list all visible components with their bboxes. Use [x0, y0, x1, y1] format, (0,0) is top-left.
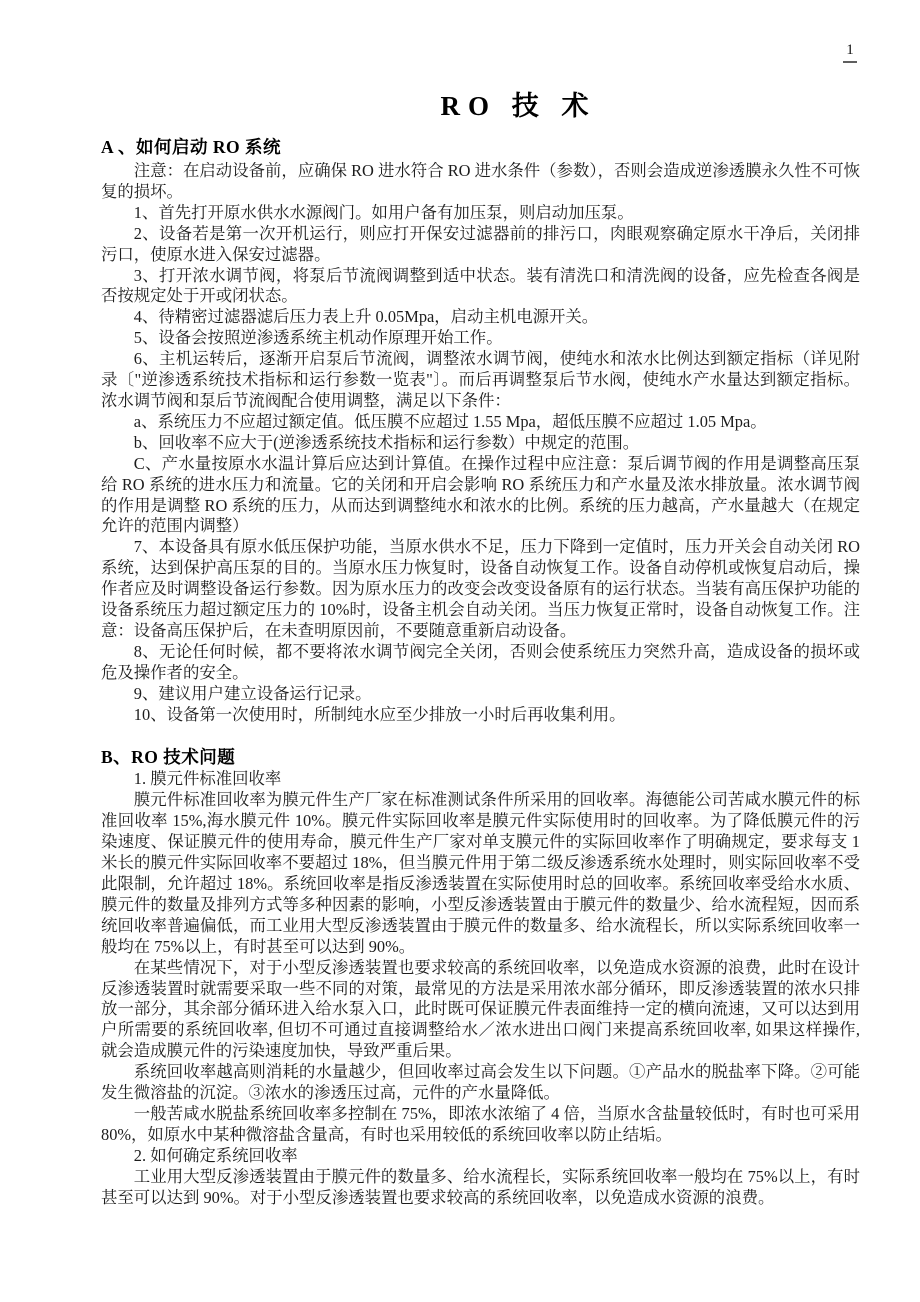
notice-paragraph: 注意：在启动设备前，应确保 RO 进水符合 RO 进水条件（参数），否则会造成逆渗透膜永久性不可恢复的损坏。	[101, 161, 860, 201]
topic-1-paragraph-2: 在某些情况下，对于小型反渗透装置也要求较高的系统回收率，以免造成水资源的浪费，此时在设计反渗透装置时就需要采取一些不同的对策，最常见的方法是采用浓水部分循环，即反渗透装置的浓水只排放一部分，其余部分循环进入给水泵入口，此时既可保证膜元件表面维持一定的横向流速，又可以达到用户所需要的系统回收率, 但切不可通过直接调整给水／浓水进出口阀门来提高系统回收率, 如果这样操作, 就会造成膜元件的污染速度加快，导致严重后果。	[101, 957, 860, 1061]
condition-c-paragraph: C、产水量按原水水温计算后应达到计算值。在操作过程中应注意：泵后调节阀的作用是调整高压泵给 RO 系统的进水压力和流量。它的关闭和开启会影响 RO 系统压力和产水量及浓水排放量。浓水调节阀的作用是调整 RO 系统的压力，从而达到调整纯水和浓水的比例。系统的压力越高，产水量越大（在规定允许的范围内调整）	[101, 453, 860, 536]
page-number-text: 1	[846, 42, 854, 58]
step-10-paragraph: 10、设备第一次使用时，所制纯水应至少排放一小时后再收集利用。	[133, 704, 626, 724]
step-6-paragraph: 6、主机运转后，逐渐开启泵后节流阀，调整浓水调节阀，使纯水和浓水比例达到额定指标（详见附录〔"逆渗透系统技术指标和运行参数一览表"〕。而后再调整泵后节水阀，使纯水产水量达到额定指标。浓水调节阀和泵后节流阀配合使用调整，满足以下条件：	[101, 349, 860, 410]
document-content	[101, 0, 860, 1209]
condition-a-paragraph: a、系统压力不应超过额定值。低压膜不应超过 1.55 Mpa，超低压膜不应超过 1.05 Mpa。	[133, 411, 767, 431]
topic-1-paragraph-3: 系统回收率越高则消耗的水量越少，但回收率过高会发生以下问题。①产品水的脱盐率下降。②可能发生微溶盐的沉淀。③浓水的渗透压过高，元件的产水量降低。	[101, 1062, 860, 1103]
step-5-paragraph: 5、设备会按照逆渗透系统主机动作原理开始工作。	[133, 328, 503, 348]
section-b-heading: B、RO 技术问题	[101, 747, 236, 768]
step-1-paragraph: 1、首先打开原水供水水源阀门。如用户备有加压泵，则启动加压泵。	[133, 202, 634, 222]
topic-1-paragraph-4: 一般苦咸水脱盐系统回收率多控制在 75%，即浓水浓缩了 4 倍，当原水含盐量较低时，有时也可采用 80%，如原水中某种微溶盐含量高，有时也采用较低的系统回收率以防止结垢。	[101, 1103, 860, 1144]
topic-1-paragraph-1: 膜元件标准回收率为膜元件生产厂家在标准测试条件所采用的回收率。海德能公司苦咸水膜元件的标准回收率 15%,海水膜元件 10%。膜元件实际回收率是膜元件实际使用时的回收率。为了降低膜元件的污染速度、保证膜元件的使用寿命，膜元件生产厂家对单支膜元件的实际回收率作了明确规定，要求每支 1 米长的膜元件实际回收率不要超过 18%，但当膜元件用于第二级反渗透系统水处理时，则实际回收率不受此限制，允许超过 18%。系统回收率是指反渗透装置在实际使用时总的回收率。系统回收率受给水水质、膜元件的数量及排列方式等多种因素的影响，小型反渗透装置由于膜元件的数量少、给水流程短，因而系统回收率普遍偏低，而工业用大型反渗透装置由于膜元件的数量多、给水流程长，所以实际系统回收率一般均在 75%以上，有时甚至可以达到 90%。	[101, 790, 860, 956]
section-a-heading: A 、如何启动 RO 系统	[101, 137, 282, 157]
topic-1-subheading: 1. 膜元件标准回收率	[133, 769, 282, 789]
step-7-paragraph: 7、本设备具有原水低压保护功能，当原水供水不足，压力下降到一定值时，压力开关会自动关闭 RO 系统，达到保护高压泵的目的。当原水压力恢复时，设备自动恢复工作。设备自动停机或恢复启动后，操作者应及时调整设备运行参数。因为原水压力的改变会改变设备原有的运行状态。当装有高压保护功能的设备系统压力超过额定压力的 10%时，设备主机会自动关闭。当压力恢复正常时，设备自动恢复工作。注意：设备高压保护后，在未查明原因前，不要随意重新启动设备。	[101, 537, 860, 640]
step-4-paragraph: 4、待精密过滤器滤后压力表上升 0.05Mpa，启动主机电源开关。	[133, 307, 599, 327]
document-title: RO 技 术	[440, 91, 597, 121]
step-2-paragraph: 2、设备若是第一次开机运行，则应打开保安过滤器前的排污口，肉眼观察确定原水干净后，关闭排污口，使原水进入保安过滤器。	[101, 223, 860, 264]
condition-b-paragraph: b、回收率不应大于(逆渗透系统技术指标和运行参数）中规定的范围。	[133, 432, 640, 452]
topic-2-subheading: 2. 如何确定系统回收率	[133, 1145, 298, 1165]
step-8-paragraph: 8、无论任何时候，都不要将浓水调节阀完全关闭，否则会使系统压力突然升高，造成设备的损坏或危及操作者的安全。	[101, 641, 860, 682]
step-3-paragraph: 3、打开浓水调节阀，将泵后节流阀调整到适中状态。装有清洗口和清洗阀的设备，应先检查各阀是否按规定处于开或闭状态。	[101, 265, 860, 306]
step-9-paragraph: 9、建议用户建立设备运行记录。	[133, 683, 372, 703]
topic-2-paragraph-1: 工业用大型反渗透装置由于膜元件的数量多、给水流程长，实际系统回收率一般均在 75%以上，有时甚至可以达到 90%。对于小型反渗透装置也要求较高的系统回收率，以免造成水资源的浪费。	[101, 1166, 860, 1207]
